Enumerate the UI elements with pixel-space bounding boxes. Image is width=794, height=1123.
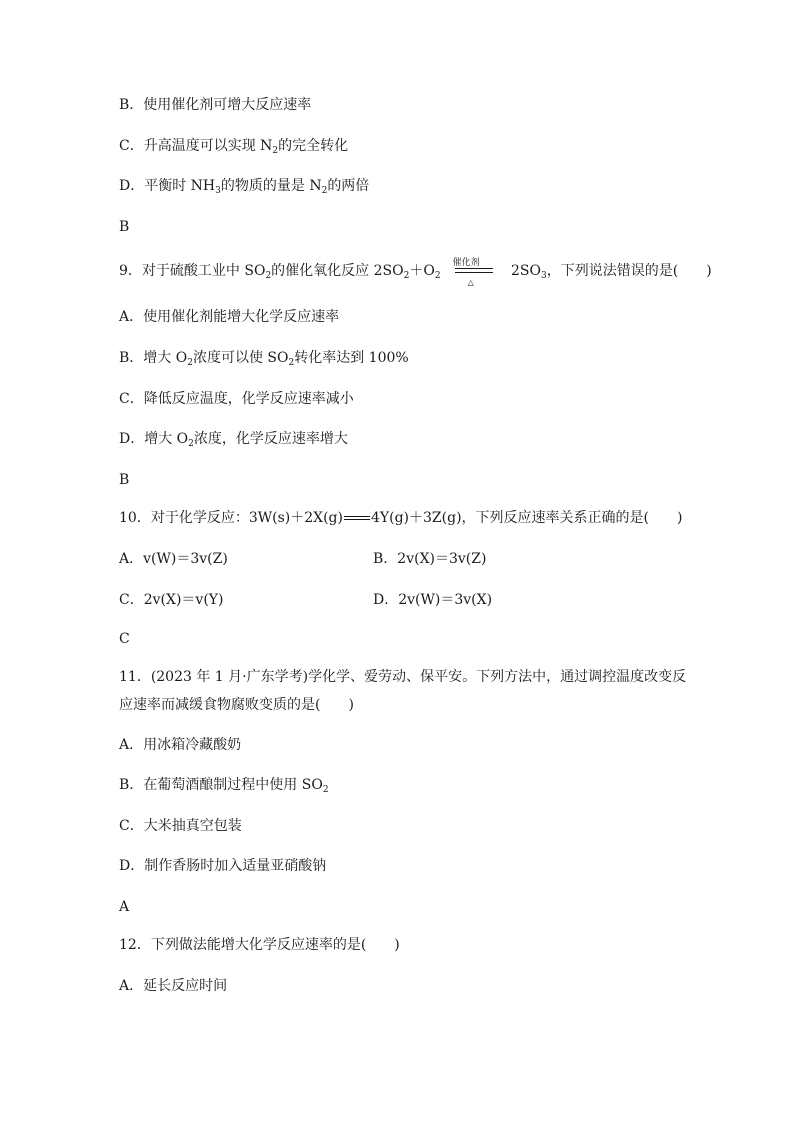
- reversible-arrow-icon: 催化剂 △: [443, 261, 505, 281]
- q9-option-b: B．增大 $O_2$浓度可以使 $SO_2$转化率达到 100%: [119, 350, 409, 368]
- q11-answer: A: [119, 899, 130, 915]
- q10-option-d: D．2v(W)＝3v(X): [373, 592, 493, 608]
- q9-option-c: C．降低反应温度，化学反应速率减小: [119, 391, 354, 407]
- q9-answer: B: [119, 472, 130, 488]
- q11-option-c: C．大米抽真空包装: [119, 818, 242, 834]
- q11-option-d: D．制作香肠时加入适量亚硝酸钠: [119, 858, 327, 874]
- q8-option-c: C．升高温度可以实现 $N_2$的完全转化: [119, 138, 349, 156]
- q8-option-b: B．使用催化剂可增大反应速率: [119, 97, 312, 113]
- q10-option-c: C．2v(X)＝v(Y): [119, 592, 224, 608]
- q12-option-a: A．延长反应时间: [119, 978, 228, 994]
- q8-option-d: D．平衡时 $NH_3$的物质的量是 $N_2$的两倍: [119, 178, 370, 196]
- q9-option-a: A．使用催化剂能增大化学反应速率: [119, 309, 340, 325]
- q8-answer: B: [119, 219, 130, 235]
- q11-stem-line2: 应速率而减缓食物腐败变质的是( ): [119, 697, 354, 713]
- q10-answer: C: [119, 631, 130, 647]
- q12-stem: 12．下列做法能增大化学反应速率的是( ): [119, 937, 400, 953]
- equals-arrow-icon: [344, 515, 370, 521]
- q10-option-a: A．v(W)＝3v(Z): [119, 551, 228, 567]
- q10-stem: 10．对于化学反应：3W(s)＋2X(g) 4Y(g)＋3Z(g)，下列反应速率关系正确的是( ): [119, 510, 683, 526]
- q11-stem-line1: 11．(2023 年 1 月·广东学考)学化学、爱劳动、保平安。下列方法中，通过调控温度改变反: [119, 669, 687, 685]
- q9-option-d: D．增大 $O_2$浓度，化学反应速率增大: [119, 431, 348, 449]
- q11-option-a: A．用冰箱冷藏酸奶: [119, 737, 242, 753]
- q11-option-b: B．在葡萄酒酿制过程中使用 $SO_2$: [119, 777, 329, 795]
- q9-stem: 9．对于硫酸工业中 $SO_2$的催化氧化反应 $2SO_2+O_2$ 催化剂 △ $2SO_3$，下列说法错误的是( ): [119, 258, 712, 287]
- q10-option-b: B．2v(X)＝3v(Z): [373, 551, 487, 567]
